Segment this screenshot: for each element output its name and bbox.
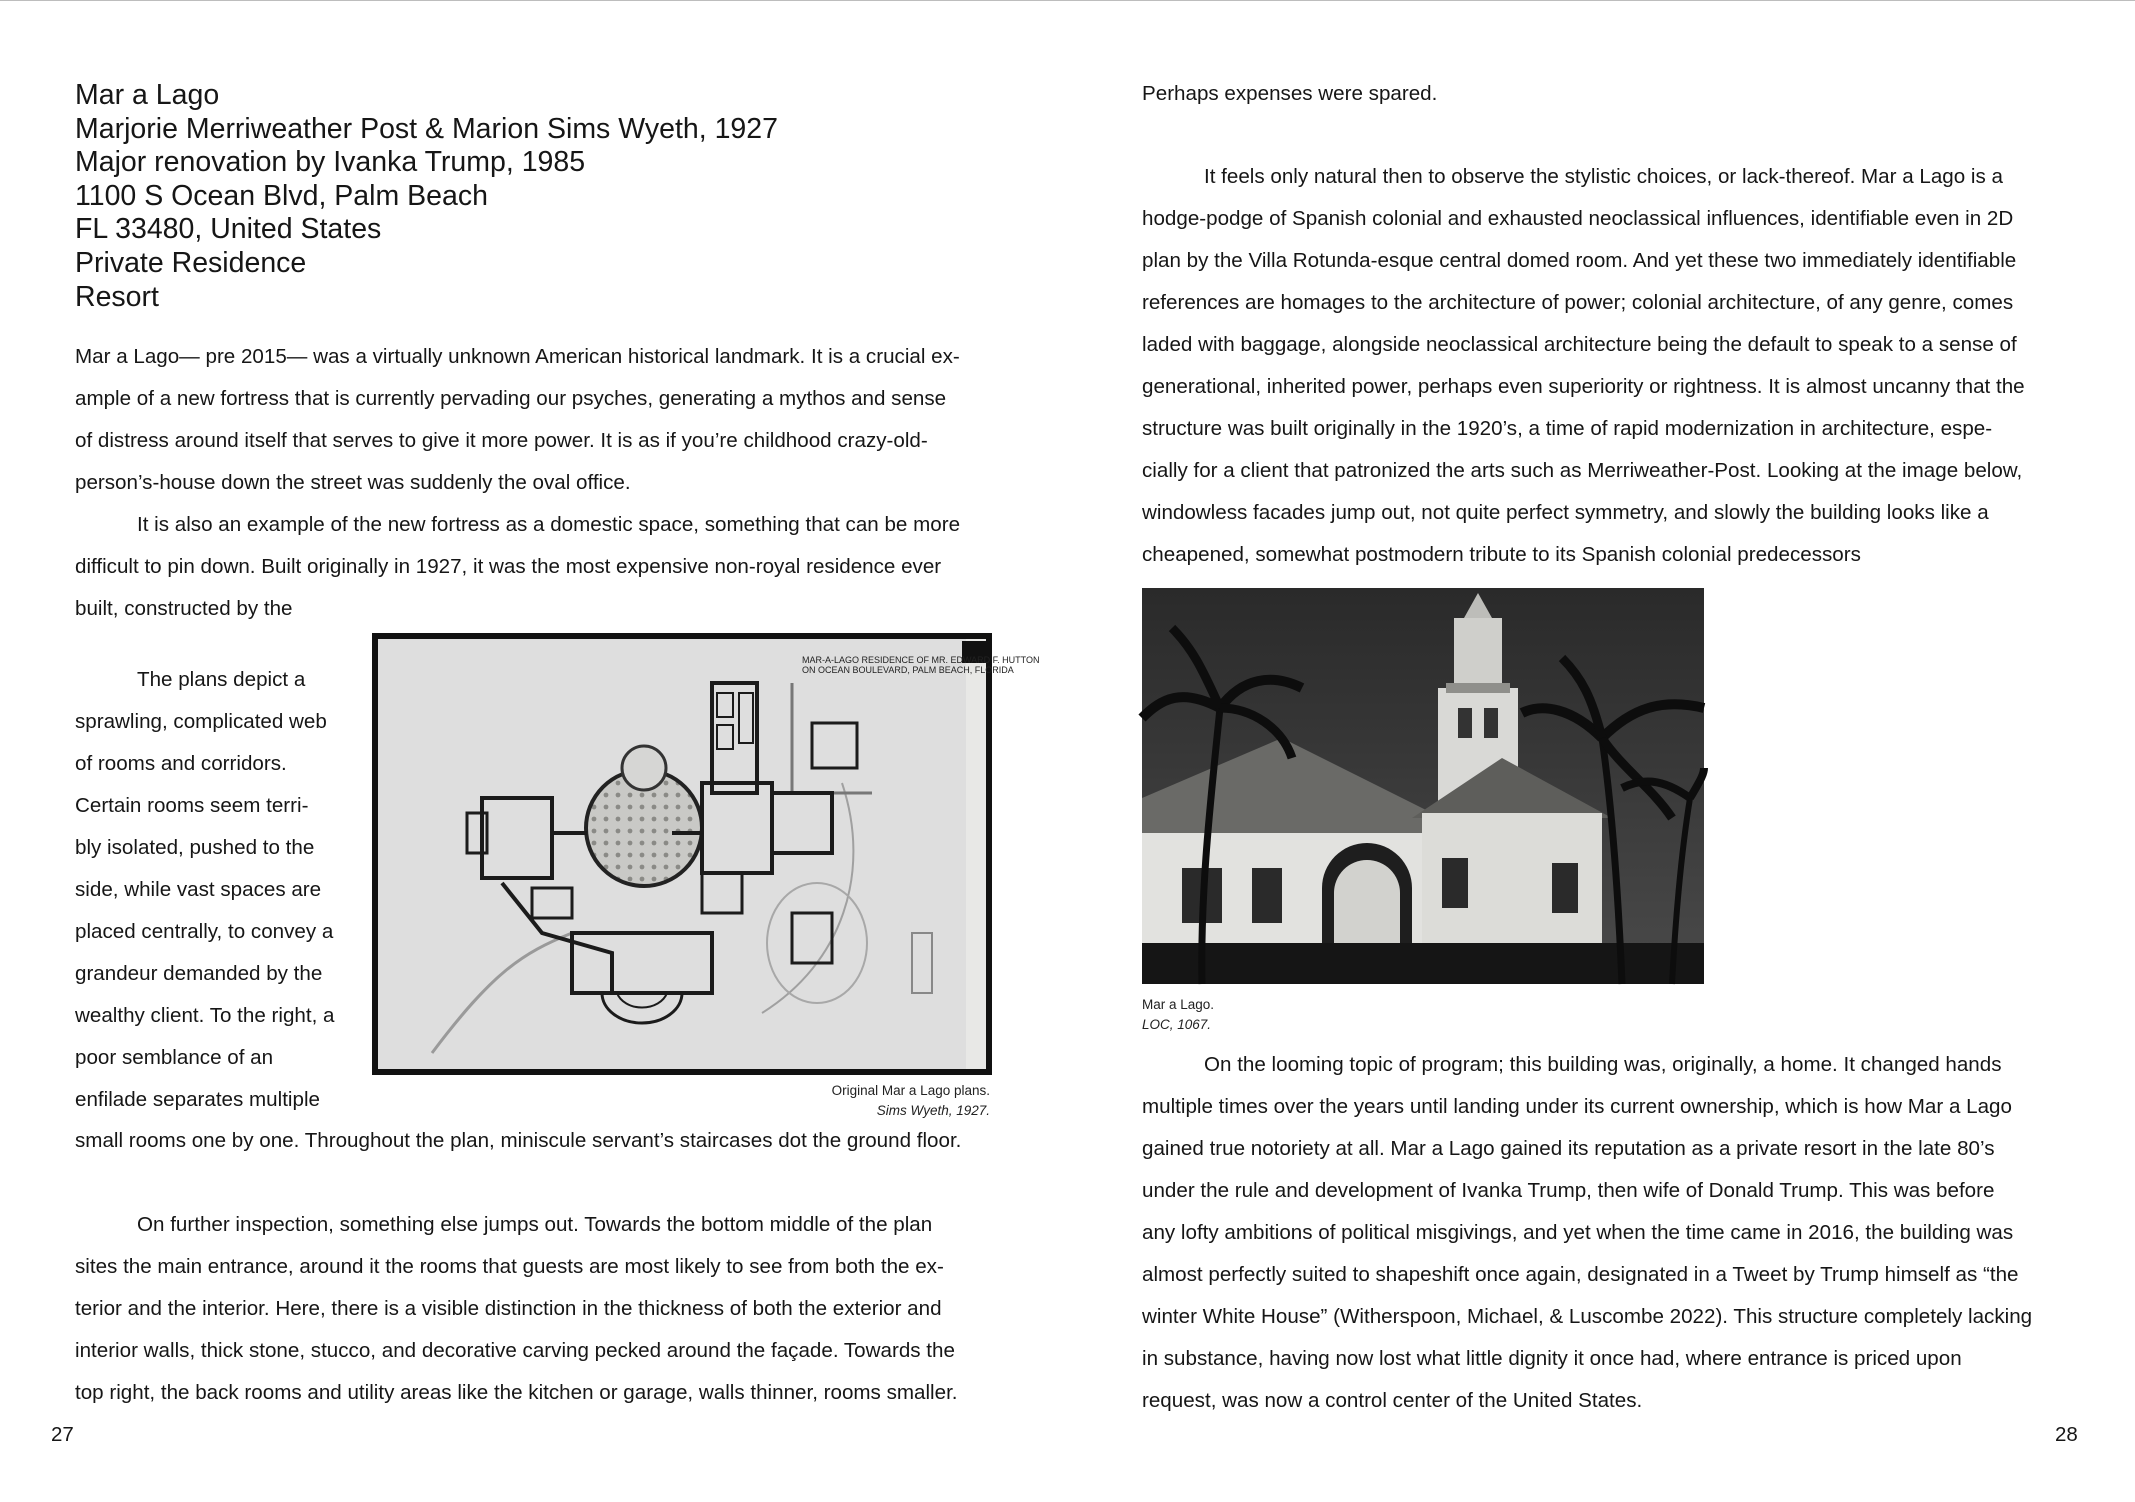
page-number-right: 28 [2055,1423,2078,1446]
photo-caption: Mar a Lago. [1142,997,1215,1012]
text-line: gained true notoriety at all. Mar a Lago gained its reputation as a private resort in the late 80’s [1142,1137,1995,1160]
plan-credit: Sims Wyeth, 1927. [876,1103,990,1118]
text-line: in substance, having now lost what little dignity it once had, where entrance is priced upon [1142,1347,1962,1370]
text-line: The plans depict a [137,668,306,691]
text-line: Mar a Lago— pre 2015— was a virtually unknown American historical landmark. It is a crucial ex- [75,345,960,368]
floor-plan-image [372,633,1040,1075]
building-photo [1142,588,1704,984]
text-line: references are homages to the architecture of power; colonial architecture, of any genre, comes [1142,291,2014,314]
text-line: grandeur demanded by the [75,962,323,985]
text-line: cially for a client that patronized the arts such as Merriweather-Post. Looking at the image below, [1142,459,2023,482]
text-line: generational, inherited power, perhaps even superiority or rightness. It is almost uncanny that the [1142,375,2025,398]
text-line: difficult to pin down. Built originally in 1927, it was the most expensive non-royal residence ever [75,555,942,578]
text-line: poor semblance of an [75,1046,274,1069]
text-line: under the rule and development of Ivanka Trump, then wife of Donald Trump. This was before [1142,1179,1995,1202]
text-line: plan by the Villa Rotunda-esque central domed room. And yet these two immediately identifiable [1142,249,2017,272]
text-line: any lofty ambitions of political misgivings, and yet when the time came in 2016, the building was [1142,1221,2014,1244]
text-line: On the looming topic of program; this building was, originally, a home. It changed hands [1204,1053,2002,1076]
text-line: person’s-house down the street was suddenly the oval office. [75,471,631,494]
title-architects: Marjorie Merriweather Post & Marion Sims Wyeth, 1927 [75,112,778,145]
paragraph-plans-end: small rooms one by one. Throughout the plan, miniscule servant’s staircases dot the ground floor. [75,1129,962,1152]
page-left [0,1,1067,1502]
title-renovation: Major renovation by Ivanka Trump, 1985 [75,146,586,179]
text-line: almost perfectly suited to shapeshift once again, designated in a Tweet by Trump himself as “the [1142,1263,2019,1286]
project-title-block [75,79,975,314]
text-line: wealthy client. To the right, a [75,1004,335,1027]
text-line: cheapened, somewhat postmodern tribute to its Spanish colonial predecessors [1142,543,1861,566]
paragraph-expenses: Perhaps expenses were spared. [1142,82,1438,105]
paragraph-program [1142,1044,2062,1422]
text-line: bly isolated, pushed to the [75,836,315,859]
text-line: laded with baggage, alongside neoclassical architecture being the default to speak to a sense of [1142,333,2017,356]
text-line: placed centrally, to convey a [75,920,334,943]
paragraph-plans [75,659,365,1121]
text-line: winter White House” (Witherspoon, Michael, & Luscombe 2022). This structure completely lacking [1142,1305,2033,1328]
text-line: multiple times over the years until landing under its current ownership, which is how Mar a Lago [1142,1095,2012,1118]
text-line: built, constructed by the [75,597,293,620]
text-line: hodge-podge of Spanish colonial and exhausted neoclassical influences, identifiable even in 2D [1142,207,2014,230]
title-type-2: Resort [75,280,159,313]
title-type-1: Private Residence [75,246,307,279]
text-line: side, while vast spaces are [75,878,322,901]
paragraph-inspection [75,1204,1015,1414]
plan-caption-block [600,1081,990,1121]
text-line: windowless facades jump out, not quite perfect symmetry, and slowly the building looks like a [1142,501,1989,524]
text-line: of distress around itself that serves to give it more power. It is as if you’re childhood crazy-old- [75,429,928,452]
title-address-2: FL 33480, United States [75,213,382,246]
text-line: Certain rooms seem terri- [75,794,309,817]
page-number-left: 27 [51,1423,74,1446]
text-line: On further inspection, something else jumps out. Towards the bottom middle of the plan [137,1213,933,1236]
paragraph-intro [75,336,1015,504]
plan-caption: Original Mar a Lago plans. [831,1083,990,1098]
text-line: It feels only natural then to observe the stylistic choices, or lack-thereof. Mar a Lago is a [1204,165,2003,188]
text-line: top right, the back rooms and utility areas like the kitchen or garage, walls thinner, rooms smaller. [75,1381,958,1404]
photo-caption-block [1142,995,1542,1035]
text-line: of rooms and corridors. [75,752,287,775]
paragraph-style [1142,156,2062,576]
title-name: Mar a Lago [75,79,220,111]
plan-header-2: ON OCEAN BOULEVARD, PALM BEACH, FLORIDA [802,665,1014,675]
title-address: 1100 S Ocean Blvd, Palm Beach [75,179,488,212]
photo-credit: LOC, 1067. [1142,1017,1212,1032]
text-line: terior and the interior. Here, there is a visible distinction in the thickness of both the exterior and [75,1297,942,1320]
text-line: request, was now a control center of the United States. [1142,1389,1643,1412]
text-line: sprawling, complicated web [75,710,327,733]
text-line: enfilade separates multiple [75,1088,320,1111]
plan-header-1: MAR-A-LAGO RESIDENCE OF MR. EDWARD F. HUTTON [802,655,1040,665]
paragraph-domestic [75,504,1015,630]
text-line: sites the main entrance, around it the rooms that guests are most likely to see from both the ex- [75,1255,944,1278]
text-line: It is also an example of the new fortress as a domestic space, something that can be more [137,513,961,536]
text-line: ample of a new fortress that is currently pervading our psyches, generating a mythos and sense [75,387,947,410]
text-line: structure was built originally in the 1920’s, a time of rapid modernization in architecture, espe- [1142,417,1993,440]
text-line: interior walls, thick stone, stucco, and decorative carving pecked around the façade. Towards the [75,1339,955,1362]
